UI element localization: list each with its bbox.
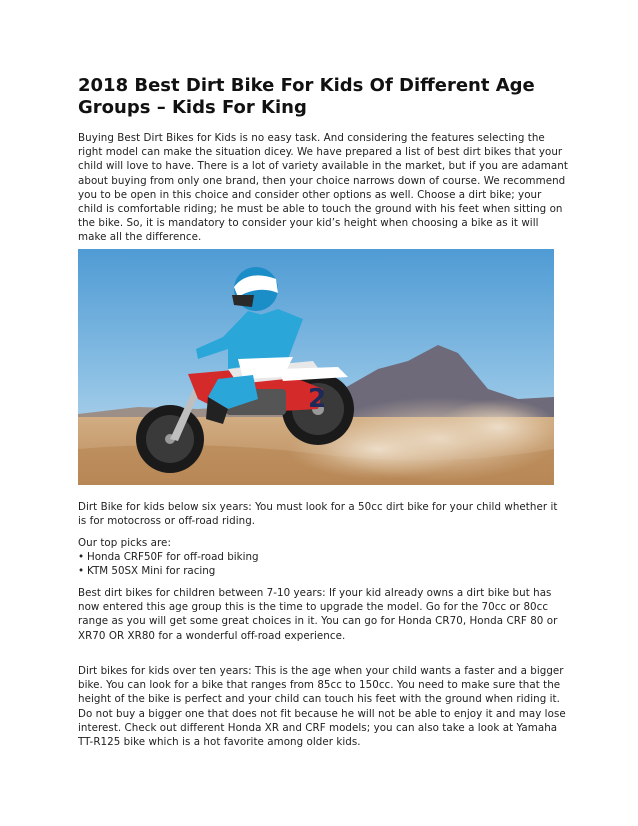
list-item <box>78 564 558 578</box>
intro-paragraph: Buying Best Dirt Bikes for Kids is no easy task. And considering the features selecting the right model can make the situation dicey. We have prepared a list of best dirt bikes that your child will love to have. There is a lot of variety available in the market, but if you are adamant about buying from only one brand, then your choice narrows down of course. We recommend you to be open in this choice and consider other options as well. Choose a dirt bike; your child is comfortable riding; he must be able to touch the ground with his feet when sitting on the bike. So, it is mandatory to consider your kid’s height when choosing a bike as it will make all the difference. <box>78 132 568 244</box>
list-item-label: Honda CRF50F for off-road biking <box>87 551 259 563</box>
bullet-icon: • <box>78 551 85 563</box>
list-item-label: KTM 50SX Mini for racing <box>87 565 216 578</box>
number-plate-text: 2 <box>308 384 327 414</box>
seven-to-ten-paragraph: Best dirt bikes for children between 7-10 years: If your kid already owns a dirt bike but has now entered this age group this is the time to upgrade the model. Go for the 70cc or 80cc range as you will get some great choices in it. You can go for Honda CR70, Honda CRF 80 or XR70 OR XR80 for a wonderful off-road experience. <box>78 587 558 642</box>
list-item <box>78 550 558 564</box>
bullet-icon: • <box>78 565 85 578</box>
top-picks-list <box>78 550 558 578</box>
page-title: 2018 Best Dirt Bike For Kids Of Different Age Groups – Kids For King <box>78 75 535 118</box>
dirt-bike-photo <box>78 249 554 485</box>
over-ten-paragraph: Dirt bikes for kids over ten years: This is the age when your child wants a faster and a bigger bike. You can look for a bike that ranges from 85cc to 150cc. You need to make sure that the height of the bike is perfect and your child can touch his feet with the ground when riding it. Do not buy a bigger one that does not fit because he will not be able to enjoy it and may lose interest. Check out different Honda XR and CRF models; you can also take a look at Yamaha TT-R125 bike which is a hot favorite among older kids. <box>78 665 566 749</box>
under-six-paragraph: Dirt Bike for kids below six years: You must look for a 50cc dirt bike for your child whether it is for motocross or off-road riding. <box>78 501 558 528</box>
top-picks-heading: Our top picks are: <box>78 537 171 549</box>
